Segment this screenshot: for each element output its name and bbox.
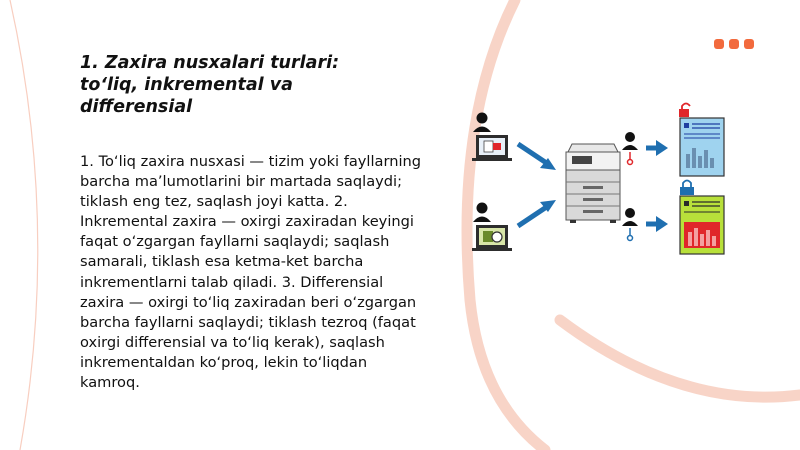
arrow-icon [646,140,668,156]
server-icon [566,144,620,223]
lock-icon [680,181,694,196]
slide-title: 1. Zaxira nusxalari turlari: to‘liq, inkremental va differensial [80,53,340,117]
dot [729,39,739,49]
slide-body-text: 1. To‘liq zaxira nusxasi — tizim yoki fayllarning barcha ma’lumotlarini bir martada saqlaydi; tiklash eng tez, saqlash joyi katta. 2. Inkremental zaxira — oxirgi zaxiradan keyingi faqat o‘zgargan fayllarni saqlaydi; saqlash samarali, tiklash esa ketma-ket barcha inkrementlarni talab qiladi. 3. Differensial zaxira — oxirgi to‘liq zaxiradan beri o‘zgargan barcha fayllarni saqlaydi; tiklash tezroq (faqat oxirgi differensial va to‘liq kerak), saqlash inkrementaldan ko‘proq, lekin to‘liqdan kamroq. [80,153,422,392]
user-laptop-icon [472,113,512,162]
arrow-icon [646,216,668,232]
arrow-icon [518,200,556,226]
arrow-icon [518,144,556,170]
user-key-icon [622,132,638,165]
document-icon [680,196,724,254]
document-icon [680,118,724,176]
user-key-icon [622,208,638,241]
three-dots-icon [714,39,754,49]
backup-illustration [470,98,740,268]
unlocked-icon [679,104,690,118]
user-laptop-icon [472,203,512,252]
dot [714,39,724,49]
dot [744,39,754,49]
